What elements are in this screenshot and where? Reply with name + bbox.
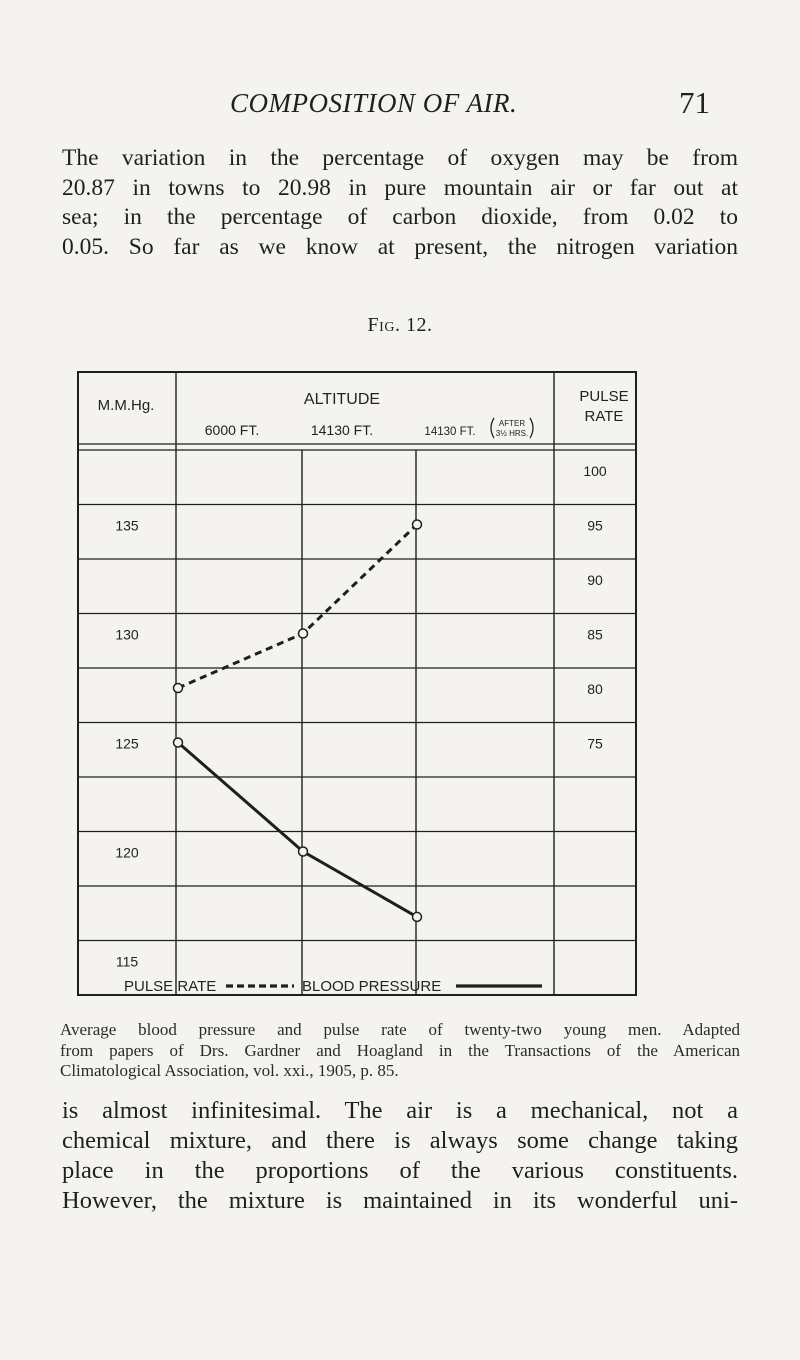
legend-pressure-label: BLOOD PRESSURE (302, 978, 442, 995)
chart-series (174, 520, 422, 921)
legend-svg (76, 972, 648, 1002)
text-line: is almost infinitesimal. The air is a mechanical, not a (62, 1097, 738, 1124)
chart-legend (76, 972, 648, 1007)
column-14130-header: 14130 FT. (310, 422, 374, 438)
column-after-word: AFTER (498, 419, 526, 428)
right-tick-label: 95 (587, 517, 603, 534)
paragraph-top (62, 144, 738, 262)
blood-pressure-point (413, 912, 422, 921)
left-axis-header: M.M.Hg. (97, 397, 155, 414)
chart-tick-labels (115, 463, 607, 970)
text-line: However, the mixture is maintained in its wonderful uni- (62, 1187, 738, 1214)
left-tick-label: 115 (115, 953, 139, 970)
right-tick-label: 80 (587, 681, 603, 697)
figure-chart (76, 366, 648, 1013)
pulse-rate-point (174, 684, 183, 693)
table-frame (78, 372, 636, 995)
pulse-rate-line (178, 525, 417, 689)
chart-headers (98, 388, 629, 438)
right-tick-label: 75 (587, 735, 603, 752)
caption-line: Climatological Association, vol. xxi., 1905, p. 85. (60, 1061, 399, 1080)
chart-grid (78, 372, 636, 995)
blood-pressure-line (178, 743, 417, 917)
left-tick-label: 120 (115, 844, 139, 861)
right-axis-header-2: RATE (584, 408, 624, 425)
legend-pulse-label: PULSE RATE (124, 978, 217, 995)
chart-svg (76, 366, 648, 1008)
text-line: chemical mixture, and there is always some change taking (62, 1127, 738, 1154)
page-header (230, 85, 710, 128)
text-line: 20.87 in towns to 20.98 in pure mountain air or far out at (62, 174, 738, 201)
right-axis-header-1: PULSE (579, 388, 629, 405)
blood-pressure-point (174, 738, 183, 747)
figure-label: Fig. 12. (367, 314, 433, 336)
left-tick-label: 130 (115, 626, 139, 643)
paren-right (530, 418, 533, 438)
text-line: The variation in the percentage of oxygen may be from (62, 145, 738, 171)
text-line: sea; in the percentage of carbon dioxide, from 0.02 to (62, 204, 738, 230)
altitude-header: ALTITUDE (303, 391, 381, 408)
caption-line: Average blood pressure and pulse rate of twenty-two young men. Adapted (60, 1020, 740, 1039)
caption-line: from papers of Drs. Gardner and Hoagland in the Transactions of the American (60, 1040, 740, 1060)
left-tick-label: 135 (115, 517, 139, 534)
text-line: 0.05. So far as we know at present, the nitrogen variation (62, 233, 738, 260)
blood-pressure-point (299, 847, 308, 856)
left-tick-label: 125 (115, 735, 139, 752)
pulse-rate-point (299, 629, 308, 638)
column-6000-header: 6000 FT. (204, 422, 260, 438)
figure-caption (60, 1020, 740, 1082)
right-tick-label: 85 (587, 626, 603, 643)
running-title: COMPOSITION OF AIR. (230, 88, 518, 118)
paren-left (491, 418, 494, 438)
pulse-rate-point (413, 520, 422, 529)
page-number: 71 (679, 85, 710, 120)
paragraph-bottom (62, 1096, 738, 1216)
column-hours-word: 3½ HRS. (495, 429, 529, 438)
text-line: place in the proportions of the various constituents. (62, 1157, 738, 1184)
right-tick-label: 100 (583, 463, 607, 479)
column-14130-after-header: 14130 FT. (424, 426, 476, 438)
right-tick-label: 90 (587, 572, 603, 588)
